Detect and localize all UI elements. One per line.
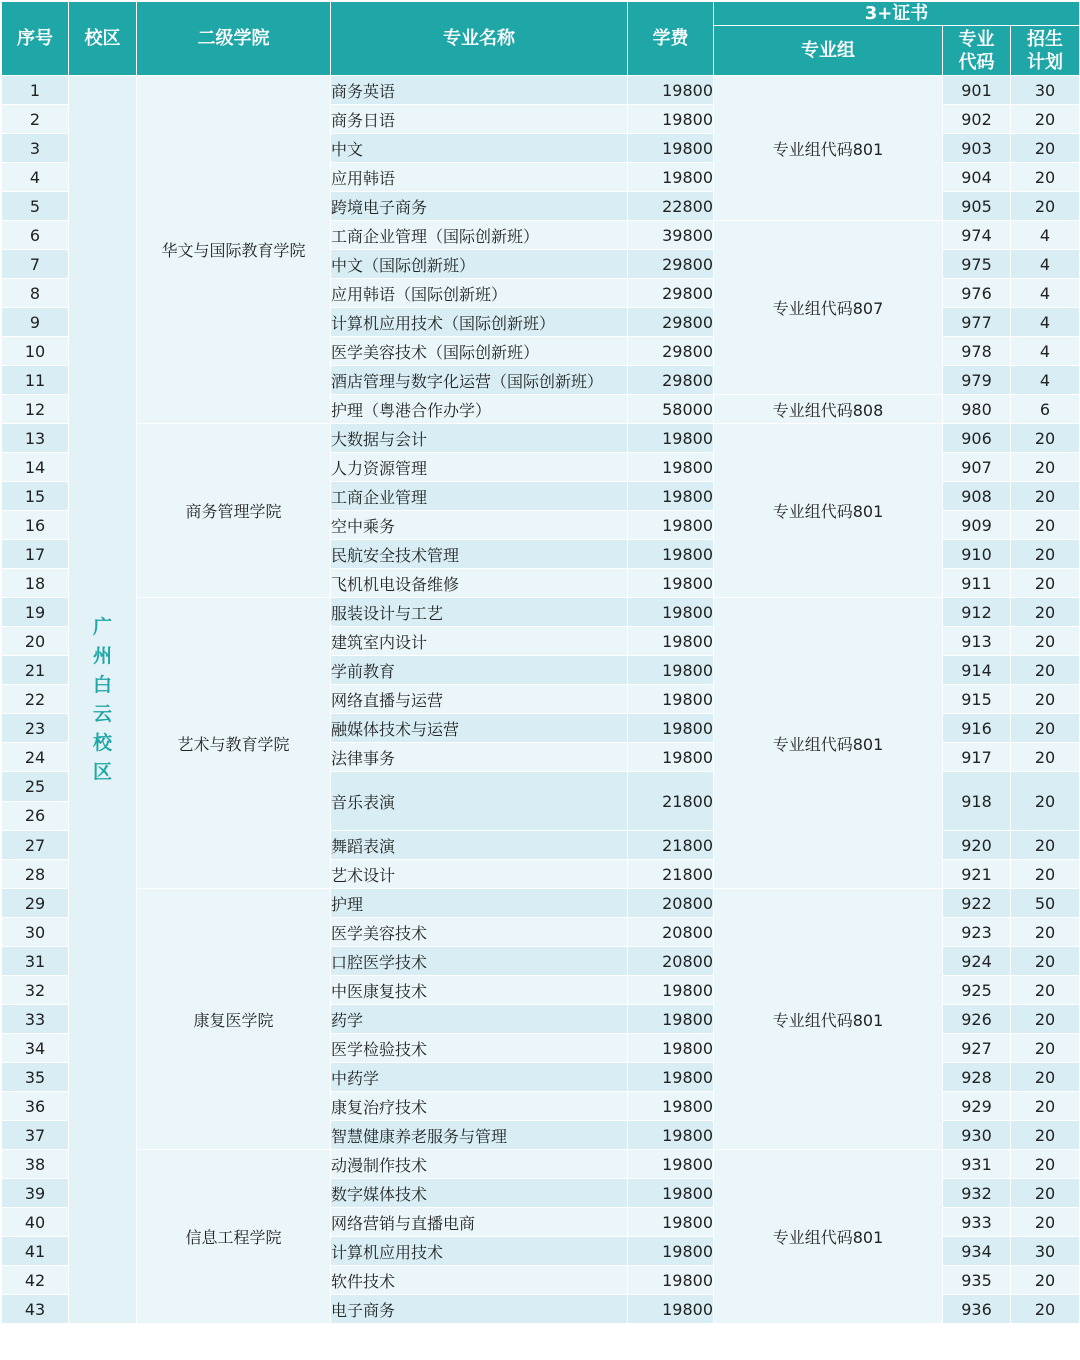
row-index: 24 <box>2 743 69 772</box>
enrollment-plan: 4 <box>1011 221 1080 250</box>
enrollment-plan: 4 <box>1011 308 1080 337</box>
major-code: 923 <box>943 918 1011 947</box>
major-group-cell: 专业组代码801 <box>714 889 943 1150</box>
major-code: 913 <box>943 627 1011 656</box>
tuition-fee: 19800 <box>628 1266 714 1295</box>
tuition-fee: 21800 <box>628 831 714 860</box>
tuition-fee: 58000 <box>628 395 714 424</box>
tuition-fee: 29800 <box>628 279 714 308</box>
major-group-cell: 专业组代码801 <box>714 1150 943 1324</box>
enrollment-plan: 20 <box>1011 1150 1080 1179</box>
row-index: 38 <box>2 1150 69 1179</box>
major-code: 920 <box>943 831 1011 860</box>
enrollment-plan: 20 <box>1011 598 1080 627</box>
header-fee: 学费 <box>628 2 714 76</box>
row-index: 9 <box>2 308 69 337</box>
enrollment-plan: 30 <box>1011 1237 1080 1266</box>
table-row <box>2 1150 1080 1179</box>
enrollment-plan: 20 <box>1011 105 1080 134</box>
major-name: 软件技术 <box>331 1266 628 1295</box>
row-index: 32 <box>2 976 69 1005</box>
major-code: 909 <box>943 511 1011 540</box>
major-code: 916 <box>943 714 1011 743</box>
major-code: 915 <box>943 685 1011 714</box>
row-index: 27 <box>2 831 69 860</box>
row-index: 8 <box>2 279 69 308</box>
enrollment-plan: 20 <box>1011 743 1080 772</box>
major-name: 商务日语 <box>331 105 628 134</box>
major-group-cell: 专业组代码808 <box>714 395 943 424</box>
tuition-fee: 19800 <box>628 453 714 482</box>
header-index: 序号 <box>2 2 69 76</box>
major-code: 928 <box>943 1063 1011 1092</box>
major-name: 电子商务 <box>331 1295 628 1324</box>
row-index: 5 <box>2 192 69 221</box>
major-group-cell: 专业组代码807 <box>714 221 943 395</box>
tuition-fee: 29800 <box>628 366 714 395</box>
enrollment-plan: 20 <box>1011 569 1080 598</box>
major-name: 法律事务 <box>331 743 628 772</box>
enrollment-plan: 6 <box>1011 395 1080 424</box>
row-index: 7 <box>2 250 69 279</box>
header-campus: 校区 <box>69 2 137 76</box>
enrollment-plan: 20 <box>1011 1005 1080 1034</box>
tuition-fee: 19800 <box>628 976 714 1005</box>
row-index: 40 <box>2 1208 69 1237</box>
tuition-fee: 19800 <box>628 482 714 511</box>
enrollment-plan: 20 <box>1011 511 1080 540</box>
row-index: 25 <box>2 772 69 802</box>
row-index: 2 <box>2 105 69 134</box>
tuition-fee: 29800 <box>628 308 714 337</box>
major-name: 融媒体技术与运营 <box>331 714 628 743</box>
enrollment-plan: 20 <box>1011 424 1080 453</box>
major-code: 932 <box>943 1179 1011 1208</box>
header-major-group: 专业组 <box>714 26 943 76</box>
major-code: 929 <box>943 1092 1011 1121</box>
major-name: 大数据与会计 <box>331 424 628 453</box>
major-code: 976 <box>943 279 1011 308</box>
major-name: 跨境电子商务 <box>331 192 628 221</box>
enrollment-plan: 20 <box>1011 1034 1080 1063</box>
table-row <box>2 889 1080 918</box>
enrollment-plan: 20 <box>1011 1266 1080 1295</box>
tuition-fee: 19800 <box>628 569 714 598</box>
enrollment-plan: 20 <box>1011 860 1080 889</box>
row-index: 6 <box>2 221 69 250</box>
row-index: 36 <box>2 1092 69 1121</box>
row-index: 35 <box>2 1063 69 1092</box>
enrollment-plan: 20 <box>1011 714 1080 743</box>
tuition-fee: 19800 <box>628 1034 714 1063</box>
college-cell: 华文与国际教育学院 <box>137 76 331 424</box>
major-name: 智慧健康养老服务与管理 <box>331 1121 628 1150</box>
enrollment-plan: 20 <box>1011 627 1080 656</box>
major-name: 音乐表演 <box>331 772 628 831</box>
major-name: 应用韩语（国际创新班） <box>331 279 628 308</box>
major-code: 974 <box>943 221 1011 250</box>
tuition-fee: 19800 <box>628 656 714 685</box>
tuition-fee: 19800 <box>628 105 714 134</box>
row-index: 21 <box>2 656 69 685</box>
tuition-fee: 19800 <box>628 1121 714 1150</box>
tuition-fee: 19800 <box>628 424 714 453</box>
tuition-fee: 29800 <box>628 337 714 366</box>
major-code: 907 <box>943 453 1011 482</box>
major-name: 医学美容技术（国际创新班） <box>331 337 628 366</box>
major-name: 中文（国际创新班） <box>331 250 628 279</box>
enrollment-plan: 20 <box>1011 918 1080 947</box>
row-index: 14 <box>2 453 69 482</box>
table-row <box>2 76 1080 105</box>
row-index: 22 <box>2 685 69 714</box>
row-index: 12 <box>2 395 69 424</box>
major-code: 905 <box>943 192 1011 221</box>
tuition-fee: 19800 <box>628 1005 714 1034</box>
row-index: 23 <box>2 714 69 743</box>
enrollment-plan: 50 <box>1011 889 1080 918</box>
college-cell: 信息工程学院 <box>137 1150 331 1324</box>
tuition-fee: 19800 <box>628 685 714 714</box>
major-group-cell: 专业组代码801 <box>714 76 943 221</box>
tuition-fee: 19800 <box>628 714 714 743</box>
major-name: 数字媒体技术 <box>331 1179 628 1208</box>
enrollment-plan: 20 <box>1011 1063 1080 1092</box>
major-code: 927 <box>943 1034 1011 1063</box>
row-index: 33 <box>2 1005 69 1034</box>
enrollment-plan: 20 <box>1011 453 1080 482</box>
row-index: 41 <box>2 1237 69 1266</box>
major-code: 977 <box>943 308 1011 337</box>
tuition-fee: 19800 <box>628 1179 714 1208</box>
major-name: 医学检验技术 <box>331 1034 628 1063</box>
header-major: 专业名称 <box>331 2 628 76</box>
row-index: 15 <box>2 482 69 511</box>
enrollment-table <box>1 1 1080 1324</box>
tuition-fee: 19800 <box>628 134 714 163</box>
row-index: 10 <box>2 337 69 366</box>
enrollment-plan: 20 <box>1011 772 1080 831</box>
major-name: 网络营销与直播电商 <box>331 1208 628 1237</box>
tuition-fee: 20800 <box>628 889 714 918</box>
enrollment-plan: 20 <box>1011 1179 1080 1208</box>
major-name: 网络直播与运营 <box>331 685 628 714</box>
tuition-fee: 19800 <box>628 1092 714 1121</box>
row-index: 4 <box>2 163 69 192</box>
enrollment-plan: 20 <box>1011 656 1080 685</box>
major-code: 979 <box>943 366 1011 395</box>
major-name: 中医康复技术 <box>331 976 628 1005</box>
college-cell: 商务管理学院 <box>137 424 331 598</box>
row-index: 19 <box>2 598 69 627</box>
tuition-fee: 29800 <box>628 250 714 279</box>
tuition-fee: 19800 <box>628 511 714 540</box>
major-code: 926 <box>943 1005 1011 1034</box>
table-row <box>2 598 1080 627</box>
major-name: 学前教育 <box>331 656 628 685</box>
enrollment-plan: 30 <box>1011 76 1080 105</box>
tuition-fee: 19800 <box>628 1150 714 1179</box>
row-index: 34 <box>2 1034 69 1063</box>
major-code: 904 <box>943 163 1011 192</box>
table-header <box>2 2 1080 76</box>
tuition-fee: 20800 <box>628 918 714 947</box>
row-index: 26 <box>2 801 69 831</box>
major-name: 计算机应用技术（国际创新班） <box>331 308 628 337</box>
table-row <box>2 424 1080 453</box>
major-name: 酒店管理与数字化运营（国际创新班） <box>331 366 628 395</box>
header-enrollment-plan: 招生 计划 <box>1011 26 1080 76</box>
tuition-fee: 19800 <box>628 627 714 656</box>
tuition-fee: 19800 <box>628 1237 714 1266</box>
tuition-fee: 39800 <box>628 221 714 250</box>
major-name: 中文 <box>331 134 628 163</box>
header-3plus-certificate: 3+证书 <box>714 2 1080 26</box>
row-index: 18 <box>2 569 69 598</box>
major-code: 980 <box>943 395 1011 424</box>
major-name: 护理 <box>331 889 628 918</box>
major-name: 护理（粤港合作办学） <box>331 395 628 424</box>
tuition-fee: 19800 <box>628 540 714 569</box>
row-index: 13 <box>2 424 69 453</box>
enrollment-plan: 20 <box>1011 482 1080 511</box>
tuition-fee: 19800 <box>628 598 714 627</box>
enrollment-plan: 20 <box>1011 1092 1080 1121</box>
major-code: 903 <box>943 134 1011 163</box>
major-name: 动漫制作技术 <box>331 1150 628 1179</box>
enrollment-plan: 20 <box>1011 976 1080 1005</box>
tuition-fee: 19800 <box>628 743 714 772</box>
enrollment-plan: 20 <box>1011 947 1080 976</box>
tuition-fee: 19800 <box>628 1295 714 1324</box>
major-code: 901 <box>943 76 1011 105</box>
major-group-cell: 专业组代码801 <box>714 424 943 598</box>
major-code: 936 <box>943 1295 1011 1324</box>
tuition-fee: 21800 <box>628 860 714 889</box>
major-name: 人力资源管理 <box>331 453 628 482</box>
major-code: 924 <box>943 947 1011 976</box>
major-code: 917 <box>943 743 1011 772</box>
major-name: 空中乘务 <box>331 511 628 540</box>
major-name: 药学 <box>331 1005 628 1034</box>
enrollment-plan: 20 <box>1011 685 1080 714</box>
major-code: 925 <box>943 976 1011 1005</box>
tuition-fee: 21800 <box>628 772 714 831</box>
enrollment-plan: 20 <box>1011 540 1080 569</box>
enrollment-plan: 20 <box>1011 1208 1080 1237</box>
college-cell: 艺术与教育学院 <box>137 598 331 889</box>
major-name: 建筑室内设计 <box>331 627 628 656</box>
tuition-fee: 19800 <box>628 1208 714 1237</box>
enrollment-plan: 20 <box>1011 831 1080 860</box>
row-index: 42 <box>2 1266 69 1295</box>
major-group-cell: 专业组代码801 <box>714 598 943 889</box>
major-name: 医学美容技术 <box>331 918 628 947</box>
major-name: 应用韩语 <box>331 163 628 192</box>
major-name: 舞蹈表演 <box>331 831 628 860</box>
row-index: 11 <box>2 366 69 395</box>
major-code: 922 <box>943 889 1011 918</box>
major-code: 934 <box>943 1237 1011 1266</box>
enrollment-plan: 4 <box>1011 366 1080 395</box>
row-index: 1 <box>2 76 69 105</box>
major-code: 921 <box>943 860 1011 889</box>
enrollment-plan: 20 <box>1011 1121 1080 1150</box>
major-code: 978 <box>943 337 1011 366</box>
major-name: 口腔医学技术 <box>331 947 628 976</box>
enrollment-plan: 20 <box>1011 134 1080 163</box>
tuition-fee: 19800 <box>628 76 714 105</box>
header-college: 二级学院 <box>137 2 331 76</box>
major-code: 935 <box>943 1266 1011 1295</box>
row-index: 39 <box>2 1179 69 1208</box>
row-index: 30 <box>2 918 69 947</box>
row-index: 3 <box>2 134 69 163</box>
row-index: 16 <box>2 511 69 540</box>
major-code: 906 <box>943 424 1011 453</box>
major-name: 康复治疗技术 <box>331 1092 628 1121</box>
major-name: 商务英语 <box>331 76 628 105</box>
major-code: 930 <box>943 1121 1011 1150</box>
table-body <box>2 76 1080 1324</box>
major-code: 912 <box>943 598 1011 627</box>
major-code: 911 <box>943 569 1011 598</box>
row-index: 29 <box>2 889 69 918</box>
major-name: 计算机应用技术 <box>331 1237 628 1266</box>
enrollment-plan: 20 <box>1011 1295 1080 1324</box>
row-index: 28 <box>2 860 69 889</box>
major-code: 975 <box>943 250 1011 279</box>
tuition-fee: 20800 <box>628 947 714 976</box>
major-name: 民航安全技术管理 <box>331 540 628 569</box>
major-code: 931 <box>943 1150 1011 1179</box>
campus-cell <box>69 76 137 1324</box>
major-code: 910 <box>943 540 1011 569</box>
major-code: 902 <box>943 105 1011 134</box>
row-index: 43 <box>2 1295 69 1324</box>
tuition-fee: 22800 <box>628 192 714 221</box>
row-index: 17 <box>2 540 69 569</box>
row-index: 31 <box>2 947 69 976</box>
major-name: 飞机机电设备维修 <box>331 569 628 598</box>
tuition-fee: 19800 <box>628 1063 714 1092</box>
enrollment-plan: 4 <box>1011 279 1080 308</box>
major-code: 933 <box>943 1208 1011 1237</box>
major-code: 918 <box>943 772 1011 831</box>
tuition-fee: 19800 <box>628 163 714 192</box>
enrollment-plan: 4 <box>1011 250 1080 279</box>
row-index: 20 <box>2 627 69 656</box>
enrollment-plan: 20 <box>1011 163 1080 192</box>
major-name: 艺术设计 <box>331 860 628 889</box>
campus-label: 广州白云校区 <box>92 615 112 783</box>
major-code: 914 <box>943 656 1011 685</box>
major-name: 工商企业管理 <box>331 482 628 511</box>
major-name: 工商企业管理（国际创新班） <box>331 221 628 250</box>
major-name: 中药学 <box>331 1063 628 1092</box>
header-major-code: 专业 代码 <box>943 26 1011 76</box>
enrollment-plan: 4 <box>1011 337 1080 366</box>
college-cell: 康复医学院 <box>137 889 331 1150</box>
row-index: 37 <box>2 1121 69 1150</box>
enrollment-plan: 20 <box>1011 192 1080 221</box>
major-code: 908 <box>943 482 1011 511</box>
major-name: 服装设计与工艺 <box>331 598 628 627</box>
